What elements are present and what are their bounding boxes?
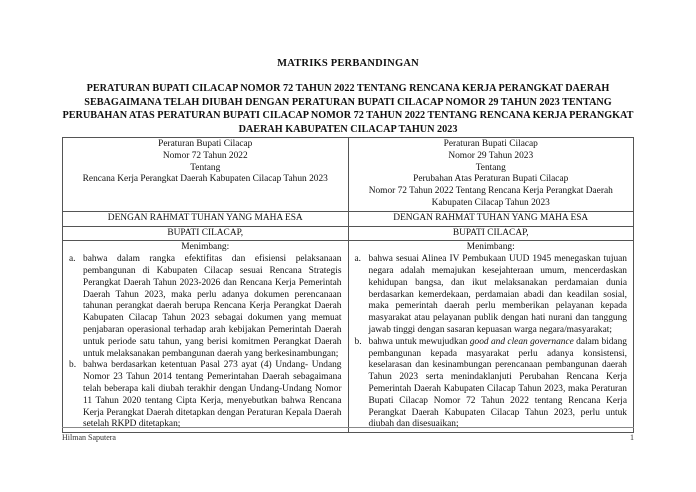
preamble-row: [63, 211, 634, 226]
right-header-line: Nomor 72 Tahun 2022 Tentang Rencana Kerja Perangkat Daerah: [368, 186, 613, 197]
left-header-line: Peraturan Bupati Cilacap: [158, 139, 253, 149]
point-text-before: bahwa untuk mewujudkan: [368, 336, 470, 347]
point-text: bahwa sesuai Alinea IV Pembukaan UUD 1945 menegaskan tujuan negara adalah memajukan kesejahteraan umum, mencerdaskan kehidupan bangsa, dan ikut melaksanakan perdamaian dunia berdasarkan kemerdekaan, perdamaian abadi dan keadilan sosial, maka pemerintah daerah perlu memberikan pelayanan kepada masyarakat atau pelayanan publik dengan hati nurani dan tanggung jawab tinggi dengan sasaran kepuasan warga negara/masyarakat;: [368, 254, 627, 335]
right-header-line: Kabupaten Cilacap Tahun 2023: [431, 197, 550, 208]
point-text: bahwa dalam rangka efektifitas dan efisiensi pelaksanaan pembangunan di Kabupaten Cilacap sesuai Rencana Strategis Perangkat Daerah Tahun 2023-2026 dan Rencana Kerja Pemerintah Daerah Tahun 2023, maka perlu adanya dokumen perencanaan tahunan perangkat daerah berupa Rencana Kerja Perangkat Daerah Kabupaten Cilacap Tahun 2023 sebagai dokumen yang memuat penjabaran operasional terhadap arah kebijakan Pemerintah Daerah untuk periode satu tahun, yang berisi komitmen Perangkat Daerah untuk melaksanakan pembangunan daerah yang berkesinambungan;: [83, 254, 342, 359]
right-official: BUPATI CILACAP,: [348, 226, 634, 241]
left-considering-label: Menimbang:: [181, 242, 230, 253]
right-header-line: Tentang: [475, 162, 506, 173]
point-text-after: dalam bidang pembangunan kepada masyarakat perlu adanya konsistensi, keselarasan dan kesinambungan perencanaan pembangunan daerah Tahun 2023 serta menindaklanjuti Perubahan Rencana Kerja Pemerintah Daerah Kabupaten Cilacap Tahun 2023, maka Peraturan Bupati Cilacap Nomor 72 Tahun 2022 tentang Rencana Kerja Perangkat Daerah Kabupaten Cilacap Tahun 2023, perlu untuk diubah dan disesuaikan;: [368, 336, 627, 430]
left-header-line: Nomor 72 Tahun 2022: [162, 150, 248, 161]
right-header-line: Nomor 29 Tahun 2023: [448, 150, 534, 161]
left-considering-cell: [63, 241, 349, 433]
point-marker: b.: [354, 336, 362, 347]
comparison-table: [62, 137, 634, 433]
point-marker: a.: [69, 254, 76, 265]
point-marker: b.: [69, 360, 77, 371]
point-text-italic: good and clean governance: [469, 336, 574, 347]
right-considering-cell: [348, 241, 634, 433]
right-preamble: DENGAN RAHMAT TUHAN YANG MAHA ESA: [348, 211, 634, 226]
left-preamble: DENGAN RAHMAT TUHAN YANG MAHA ESA: [63, 211, 349, 226]
list-item: [355, 254, 628, 337]
table-header-row: [63, 138, 634, 212]
right-header-cell: [348, 138, 634, 212]
document-subtitle: PERATURAN BUPATI CILACAP NOMOR 72 TAHUN 2022 TENTANG RENCANA KERJA PERANGKAT DAERAH SEBAGAIMANA TELAH DIUBAH DENGAN PERATURAN BUPATI CILACAP NOMOR 29 TAHUN 2023 TENTANG PERUBAHAN ATAS PERATURAN BUPATI CILACAP NOMOR 72 TAHUN 2022 TENTANG RENCANA KERJA PERANGKAT DAERAH KABUPATEN CILACAP TAHUN 2023: [62, 83, 634, 135]
footer-divider: [62, 427, 634, 428]
right-considering-label: Menimbang:: [466, 242, 515, 253]
list-item: [69, 254, 342, 360]
point-marker: a.: [354, 254, 362, 265]
right-header-line: Peraturan Bupati Cilacap: [443, 139, 538, 149]
left-header-cell: [63, 138, 349, 212]
official-row: [63, 226, 634, 241]
considering-row: [63, 241, 634, 433]
left-official: BUPATI CILACAP,: [63, 226, 349, 241]
left-header-line: Tentang: [190, 162, 221, 173]
right-header-line: Perubahan Atas Peraturan Bupati Cilacap: [413, 174, 569, 185]
footer-author: Hilman Saputera: [62, 433, 116, 442]
left-points-list: [69, 254, 342, 431]
point-text: bahwa berdasarkan ketentuan Pasal 273 ayat (4) Undang- Undang Nomor 23 Tahun 2014 tentang Pemerintahan Daerah sebagaimana telah beberapa kali diubah terakhir dengan Undang-Undang Nomor 11 Tahun 2020 tentang Cipta Kerja, menyebutkan bahwa Rencana Kerja Perangkat Daerah ditetapkan dengan Peraturan Kepala Daerah setelah RKPD ditetapkan;: [83, 360, 342, 430]
document-title: MATRIKS PERBANDINGAN: [277, 58, 419, 69]
left-header-line: Rencana Kerja Perangkat Daerah Kabupaten Cilacap Tahun 2023: [82, 174, 328, 185]
list-item: [355, 337, 628, 431]
page-number: 1: [630, 433, 634, 442]
right-points-list: [355, 254, 628, 431]
list-item: [69, 360, 342, 431]
